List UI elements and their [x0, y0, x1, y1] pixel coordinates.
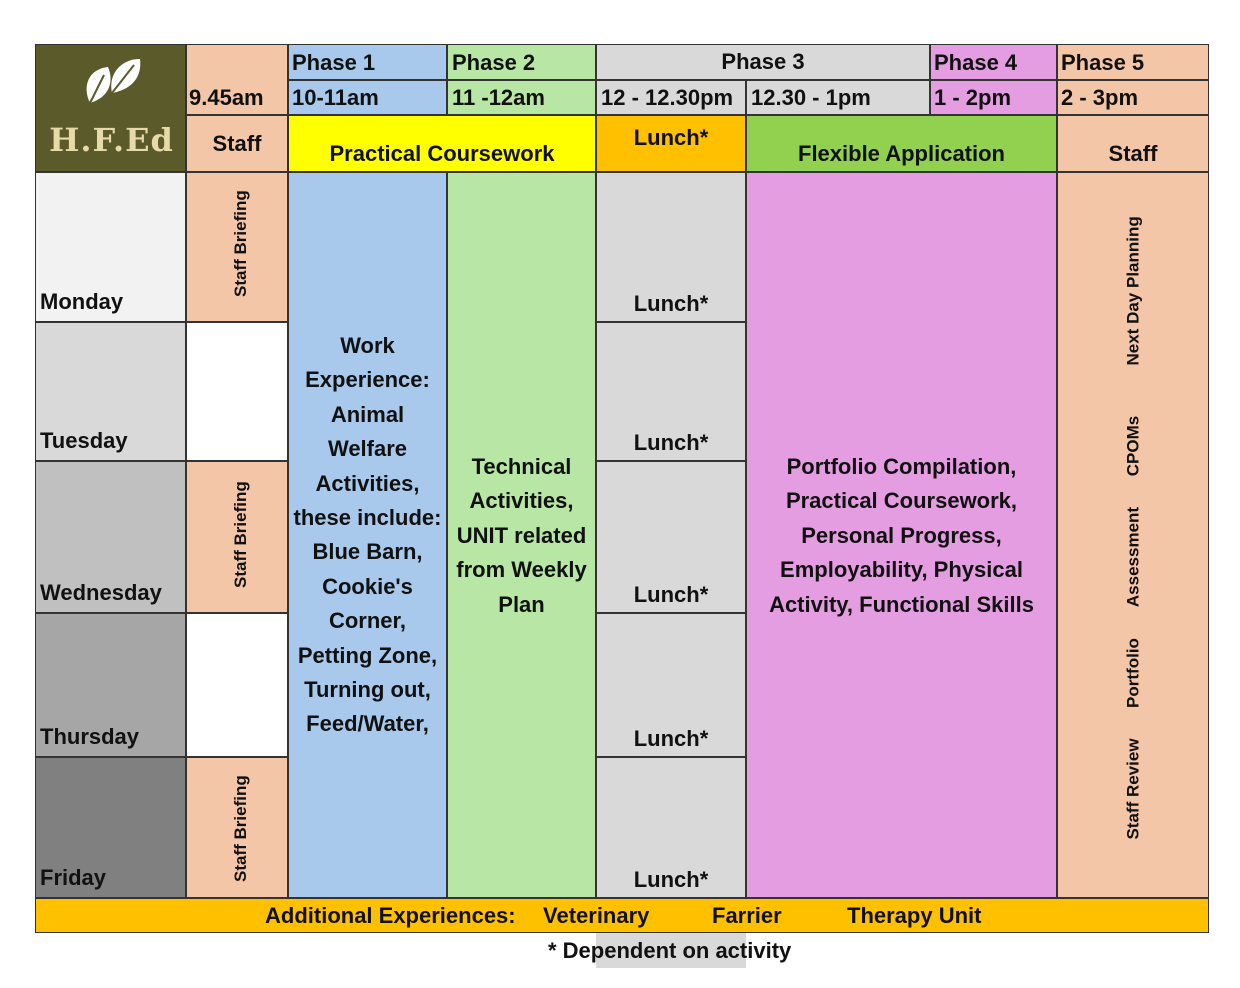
staff-briefing-friday [186, 757, 288, 898]
phase1-text-line: Activities, [315, 470, 420, 496]
phase2-text-line: Plan [498, 591, 545, 617]
therapy-unit-label: Therapy Unit [847, 903, 982, 928]
phase4-text-line: Practical Coursework, [785, 488, 1018, 514]
farrier-label: Farrier [712, 903, 782, 928]
phase3-time-b: 12.30 - 1pm [751, 85, 871, 110]
staff-briefing-label: Staff Briefing [231, 775, 250, 882]
lunch-thursday [596, 613, 746, 757]
phase5-body [1057, 172, 1209, 898]
phase2-text-line: UNIT related [456, 522, 587, 548]
phase1-text-line: Petting Zone, [297, 642, 438, 668]
lunch-friday [596, 757, 746, 898]
veterinary-label: Veterinary [543, 903, 650, 928]
staff-briefing-wednesday [186, 461, 288, 613]
phase4-label: Phase 4 [934, 50, 1018, 75]
phase5-item-assessment: Assessment [1123, 506, 1143, 608]
staff-right-label: Staff [1108, 141, 1158, 166]
lunch-label: Lunch* [633, 291, 709, 316]
staff-left-label: Staff [212, 130, 262, 156]
additional-experiences-bar [35, 898, 1209, 933]
staff-empty-thursday [186, 613, 288, 757]
staff-empty-tuesday [186, 322, 288, 461]
phase3-time-a-cell [596, 80, 746, 115]
phase3-label-cell [596, 44, 930, 80]
time-945: 9.45am [189, 85, 264, 110]
phase1-text-line: Welfare [327, 436, 408, 462]
phase1-text-line: Animal [330, 401, 405, 427]
phase1-time-cell [288, 80, 447, 115]
phase5-time-cell [1057, 80, 1209, 115]
day-wednesday [35, 461, 186, 613]
phase1-time: 10-11am [292, 85, 379, 110]
phase2-label: Phase 2 [452, 50, 536, 75]
staff-left-cell [186, 115, 288, 172]
day-label: Wednesday [40, 580, 162, 605]
day-friday [35, 757, 186, 898]
phase5-item-staff-review: Staff Review [1123, 738, 1143, 840]
additional-experiences-label: Additional Experiences: [265, 903, 516, 928]
lunch-label: Lunch* [633, 430, 709, 455]
flexible-application-cell [746, 115, 1057, 172]
phase3-time-b-cell [746, 80, 930, 115]
phase4-time: 1 - 2pm [934, 85, 1012, 110]
phase2-body [447, 172, 596, 898]
practical-coursework-cell [288, 115, 596, 172]
phase4-label-cell [930, 44, 1057, 80]
flexible-application-label: Flexible Application [798, 141, 1005, 166]
phase5-label: Phase 5 [1061, 50, 1145, 75]
phase2-text-line: Technical [471, 454, 572, 479]
phase5-label-cell [1057, 44, 1209, 80]
phase4-time-cell [930, 80, 1057, 115]
day-label: Monday [40, 289, 124, 314]
phase1-text [289, 329, 446, 742]
phase2-label-cell [447, 44, 596, 80]
phase1-label: Phase 1 [292, 50, 376, 75]
lunch-label: Lunch* [633, 726, 709, 751]
phase2-text-line: Activities, [469, 488, 574, 514]
phase5-item-portfolio: Portfolio [1123, 638, 1143, 708]
practical-coursework-label: Practical Coursework [329, 141, 555, 166]
time-945-cell [186, 44, 288, 115]
day-tuesday [35, 322, 186, 461]
phase2-text-line: from Weekly [456, 557, 587, 583]
phase5-item-next-day-planning: Next Day Planning [1123, 216, 1143, 366]
phase1-text-line: Corner, [328, 608, 407, 634]
phase1-body [288, 172, 447, 898]
day-label: Friday [40, 865, 107, 890]
lunch-header-label: Lunch* [633, 124, 709, 150]
lunch-header-cell [596, 115, 746, 172]
phase3-label: Phase 3 [721, 49, 805, 74]
logo-text: H.F.Ed [49, 121, 174, 159]
leaves-icon [78, 53, 148, 113]
phase1-text-line: Experience: [305, 367, 430, 393]
staff-right-cell [1057, 115, 1209, 172]
lunch-label: Lunch* [633, 582, 709, 607]
phase1-text-line: Feed/Water, [306, 711, 429, 737]
staff-briefing-label: Staff Briefing [231, 481, 250, 588]
phase5-time: 2 - 3pm [1061, 85, 1139, 110]
phase2-time: 11 -12am [452, 85, 545, 110]
phase1-text-line: Blue Barn, [312, 539, 423, 565]
phase4-text-line: Portfolio Compilation, [786, 454, 1017, 479]
phase1-text-line: Work [340, 333, 395, 358]
phase1-label-cell [288, 44, 447, 80]
lunch-label: Lunch* [633, 867, 709, 892]
lunch-tuesday [596, 322, 746, 461]
phase3-time-a: 12 - 12.30pm [601, 85, 734, 110]
phase1-text-line: Turning out, [304, 677, 431, 703]
lunch-monday [596, 172, 746, 322]
phase2-time-cell [447, 80, 596, 115]
footnote: * Dependent on activity [548, 938, 792, 963]
phase1-text-line: Cookie's [322, 573, 413, 599]
day-label: Thursday [40, 724, 140, 749]
day-monday [35, 172, 186, 322]
phase5-item-cpoms: CPOMs [1123, 415, 1143, 477]
phase4-body [746, 172, 1057, 898]
logo-cell [35, 44, 186, 172]
staff-briefing-monday [186, 172, 288, 322]
day-thursday [35, 613, 186, 757]
day-label: Tuesday [40, 428, 128, 453]
phase1-text-line: these include: [293, 505, 442, 531]
lunch-wednesday [596, 461, 746, 613]
phase4-text [747, 450, 1056, 622]
phase4-text-line: Activity, Functional Skills [769, 591, 1034, 617]
phase2-text [448, 450, 595, 622]
phase4-text-line: Employability, Physical [780, 557, 1023, 583]
phase4-text-line: Personal Progress, [801, 522, 1002, 548]
staff-briefing-label: Staff Briefing [231, 190, 250, 297]
